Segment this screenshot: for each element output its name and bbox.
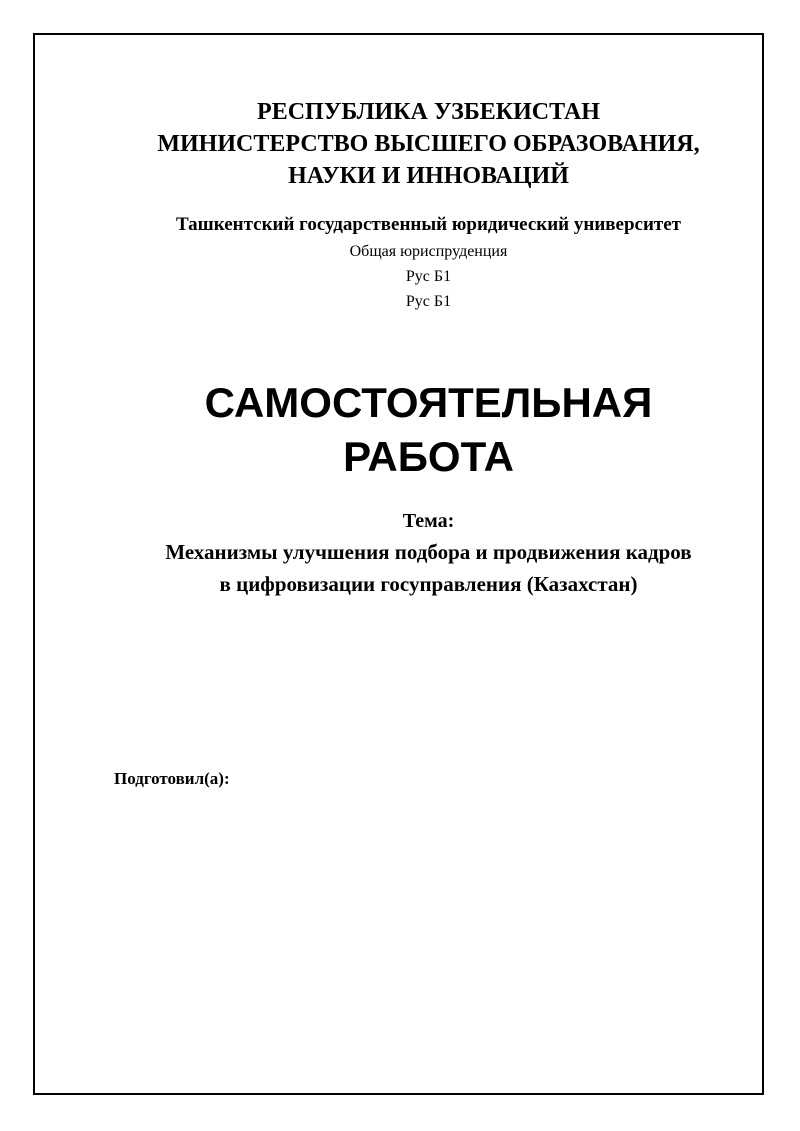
prepared-by-label: Подготовил(а): [114, 769, 230, 788]
ministry-header [33, 96, 800, 192]
group-1: Рус Б1 [405, 268, 452, 285]
header-ministry: МИНИСТЕРСТВО ВЫСШЕГО ОБРАЗОВАНИЯ, [157, 131, 700, 157]
work-title-line1: САМОСТОЯТЕЛЬНАЯ [204, 379, 653, 426]
specialty: Общая юриспруденция [349, 243, 508, 260]
work-title [33, 376, 800, 484]
topic-label: Тема: [402, 510, 455, 532]
header-country: РЕСПУБЛИКА УЗБЕКИСТАН [257, 99, 600, 125]
university-name: Ташкентский государственный юридический университет [175, 214, 682, 235]
group-2: Рус Б1 [405, 293, 452, 310]
topic-text [33, 536, 800, 600]
work-title-line2: РАБОТА [343, 433, 514, 480]
topic-line2: в цифровизации госуправления (Казахстан) [219, 572, 638, 596]
topic-line1: Механизмы улучшения подбора и продвижения кадров [165, 540, 692, 564]
header-ministry-cont: НАУКИ И ИННОВАЦИЙ [288, 163, 569, 189]
